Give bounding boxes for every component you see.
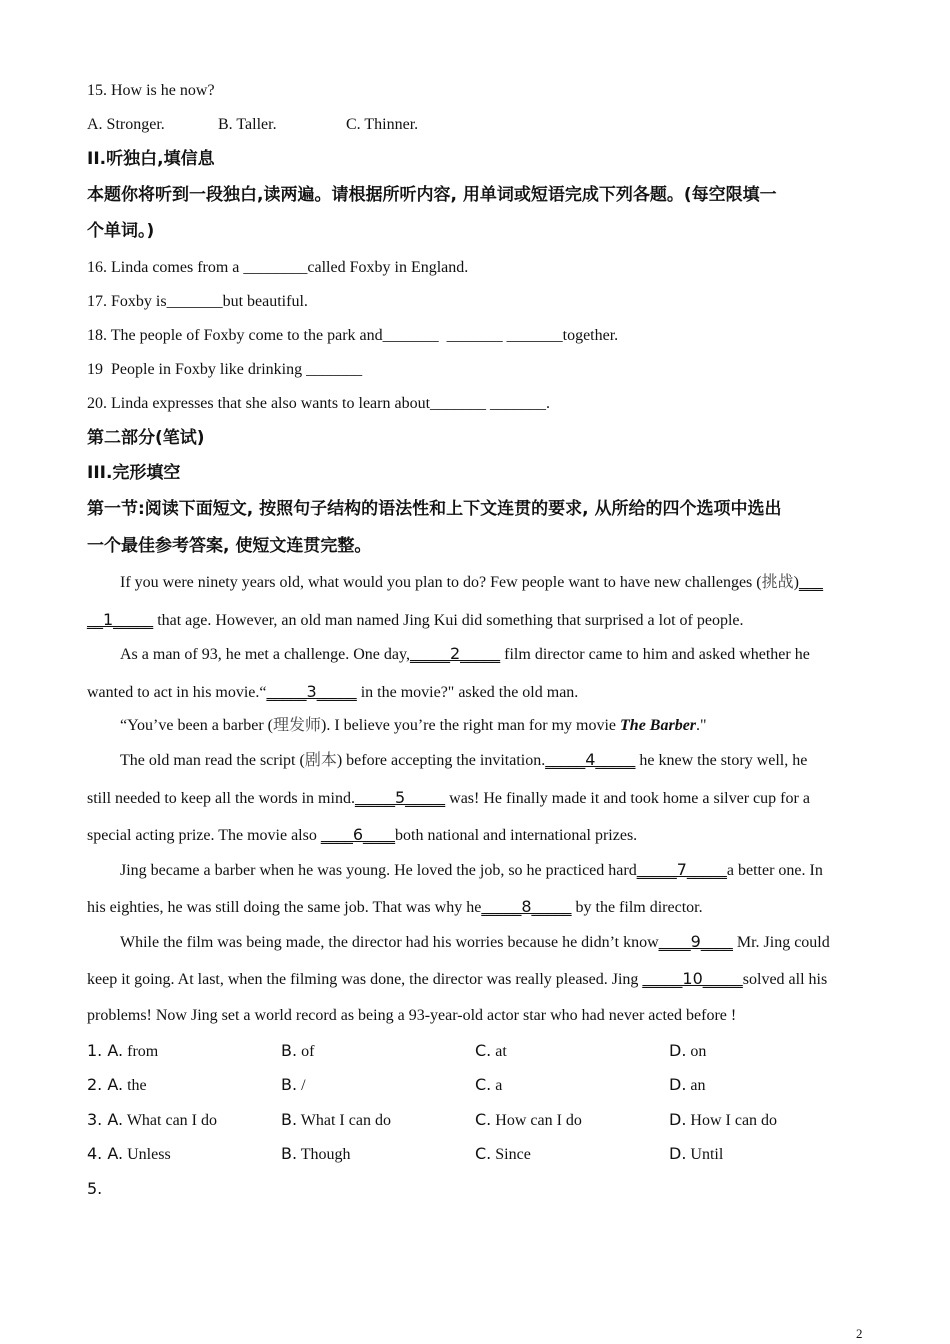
blank-5: _____5_____ [354, 788, 446, 807]
q15-option-a: A. Stronger. [87, 116, 165, 133]
fill-item-19: 19 People in Foxby like drinking _______ [87, 361, 363, 378]
section-3-instruction-1: 第一节:阅读下面短文, 按照句子结构的语法性和上下文连贯的要求, 从所给的四个选项中选出 [87, 499, 782, 519]
section-2-title: II.听独白,填信息 [87, 149, 215, 169]
blank-8: _____8_____ [481, 897, 572, 916]
passage-p2-line2: wanted to act in his movie.“_____3_____ in the movie?" asked the old man. [87, 682, 579, 701]
passage-p4-line1: The old man read the script (剧本) before accepting the invitation._____4_____ he knew the story well, he [120, 750, 808, 769]
passage-p6-line3: problems! Now Jing set a world record as being a 93-year-old actor star who had never acted before ! [87, 1007, 737, 1024]
q15-option-c: C. Thinner. [346, 116, 419, 133]
blank-4: _____4_____ [545, 750, 636, 769]
blank-6: ____6____ [320, 825, 396, 844]
passage-p2-line1: As a man of 93, he met a challenge. One day,_____2_____ film director came to him and asked whether he [120, 644, 810, 663]
section-2-instruction-2: 个单词。) [87, 221, 155, 241]
blank-3: _____3_____ [266, 682, 357, 701]
passage-p6-line1: While the film was being made, the director had his worries because he didn’t know____9____ Mr. Jing could [120, 932, 830, 951]
section-3-title: III.完形填空 [87, 463, 181, 483]
passage-p4-line2: still needed to keep all the words in mind._____5_____ was! He finally made it and took home a silver cup for a [87, 788, 810, 807]
section-2-instruction-1: 本题你将听到一段独白,读两遍。请根据所听内容, 用单词或短语完成下列各题。(每空限填一 [87, 185, 777, 205]
passage-p6-line2: keep it going. At last, when the filming was done, the director was really pleased. Jing _____10_____solved all his [87, 969, 828, 988]
blank-9: ____9____ [658, 932, 733, 951]
blank-1: __1_____ [87, 610, 154, 629]
fill-item-17: 17. Foxby is_______but beautiful. [87, 293, 308, 310]
options-row-1: 1. A. from B. of C. at D. on [87, 1041, 707, 1060]
options-row-3: 3. A. What can I do B. What I can do C. How can I do D. How I can do [87, 1110, 778, 1129]
fill-item-20: 20. Linda expresses that she also wants to learn about_______ _______. [87, 395, 551, 412]
blank-1-start: ___ [798, 572, 823, 591]
options-row-2: 2. A. the B. / C. a D. an [87, 1075, 706, 1094]
passage-p3: “You’ve been a barber (理发师). I believe you’re the right man for my movie The Barber." [120, 717, 707, 734]
fill-item-16: 16. Linda comes from a ________called Foxby in England. [87, 259, 469, 276]
blank-10: _____10_____ [642, 969, 743, 988]
part-2-title: 第二部分(笔试) [87, 428, 205, 448]
blank-7: _____7_____ [636, 860, 727, 879]
passage-p4-line3: special acting prize. The movie also ____6____both national and international prizes. [87, 825, 638, 844]
movie-title: The Barber [620, 717, 697, 734]
page-number: 2 [856, 1326, 863, 1341]
question-5-number: 5. [87, 1179, 103, 1198]
fill-item-18: 18. The people of Foxby come to the park and_______ _______ _______together. [87, 327, 619, 344]
passage-p1-line2: __1_____ that age. However, an old man named Jing Kui did something that surprised a lot of people. [87, 610, 744, 629]
passage-p1-line1: If you were ninety years old, what would you plan to do? Few people want to have new challenges (挑战)___ [120, 572, 823, 591]
question-15: 15. How is he now? [87, 82, 215, 99]
q15-option-b: B. Taller. [218, 116, 277, 133]
section-3-instruction-2: 一个最佳参考答案, 使短文连贯完整。 [87, 536, 372, 556]
passage-p5-line2: his eighties, he was still doing the same job. That was why he_____8_____ by the film director. [87, 897, 703, 916]
options-row-4: 4. A. Unless B. Though C. Since D. Until [87, 1144, 724, 1163]
passage-p5-line1: Jing became a barber when he was young. He loved the job, so he practiced hard_____7_____a better one. In [120, 860, 823, 879]
blank-2: _____2_____ [409, 644, 501, 663]
